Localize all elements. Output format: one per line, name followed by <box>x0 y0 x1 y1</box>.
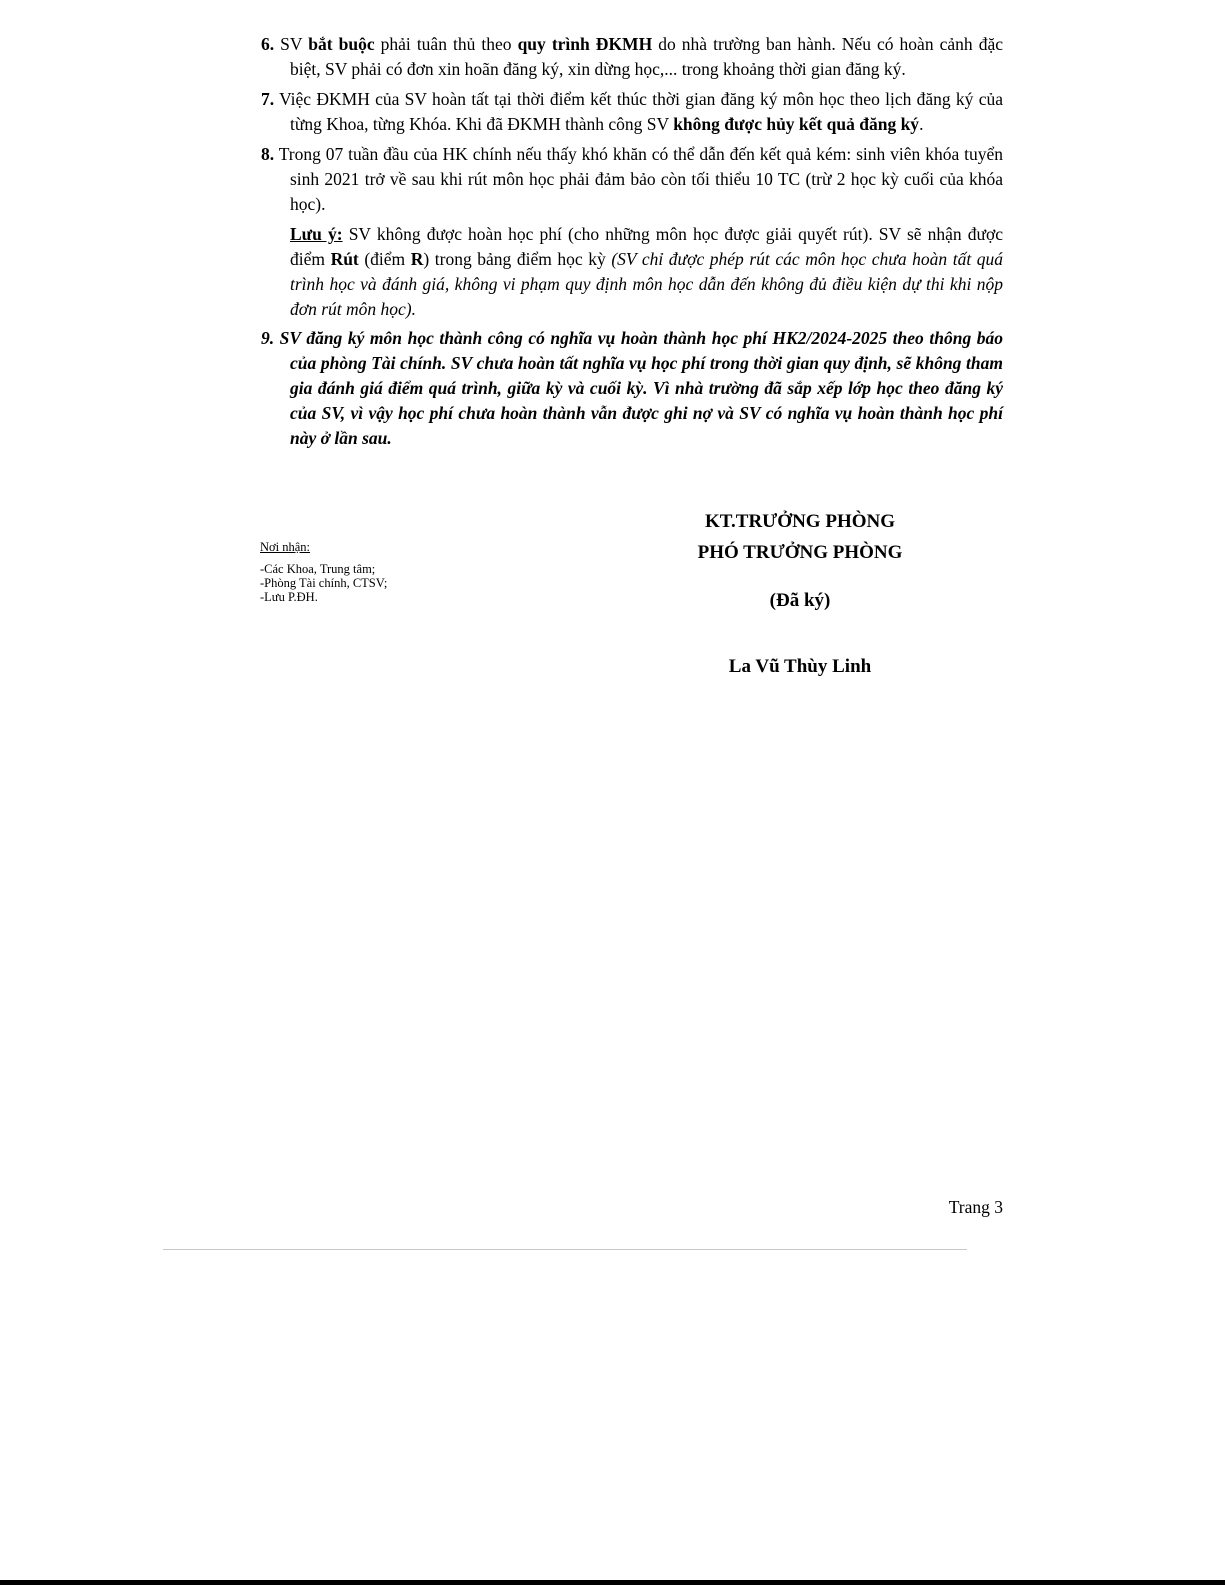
item-text: SV đăng ký môn học thành công có nghĩa vụ hoàn thành học phí HK2/2024-2025 theo thông báo của phòng Tài chính. SV chưa hoàn tất nghĩa vụ học phí trong thời gian quy định, sẽ không tham gia đánh giá điểm quá trình, giữa kỳ và cuối kỳ. Vì nhà trường đã sắp xếp lớp học theo đăng ký của SV, vì vậy học phí chưa hoàn thành vẫn được ghi nợ và SV có nghĩa vụ hoàn thành học phí này ở lần sau. <box>274 328 1003 448</box>
note-label: Lưu ý: <box>290 224 343 244</box>
recipients-block <box>260 540 387 604</box>
recipients-title: Nơi nhận: <box>260 540 311 554</box>
item-bold-text: quy trình ĐKMH <box>517 34 653 54</box>
signature-status: (Đã ký) <box>769 590 831 611</box>
bottom-edge <box>0 1580 1225 1585</box>
page-number: Trang 3 <box>948 1197 1003 1217</box>
recipient-line: -Phòng Tài chính, CTSV; <box>260 576 388 590</box>
item-number: 9. <box>261 328 275 348</box>
item-number: 6. <box>261 34 275 54</box>
recipient-line: -Lưu P.ĐH. <box>260 590 318 604</box>
signature-title: KT.TRƯỞNG PHÒNG <box>705 511 895 532</box>
item-text: do nhà trường ban hành. Nếu có hoàn cảnh đặc biệt, SV phải có đơn xin hoãn đăng ký, xin dừng học,... trong khoảng thời gian đăng ký. <box>290 34 1003 79</box>
list-item-6 <box>261 32 1003 82</box>
item-text: Trong 07 tuần đầu của HK chính nếu thấy khó khăn có thể dẫn đến kết quả kém: sinh viên khóa tuyển sinh 2021 trở về sau khi rút môn học phải đảm bảo còn tối thiểu 10 TC (trừ 2 học kỳ cuối của khóa học). <box>274 144 1003 214</box>
item-text: Việc ĐKMH của SV hoàn tất tại thời điểm kết thúc thời gian đăng ký môn học theo lịch đăng ký của từng Khoa, từng Khóa. Khi đã ĐKMH thành công SV <box>274 89 1003 134</box>
list-item-7 <box>261 87 1003 137</box>
list-item-9 <box>261 326 1003 451</box>
page-divider <box>163 1249 967 1250</box>
note-text: SV không được hoàn học phí (cho những môn học được giải quyết rút). SV sẽ nhận được điểm <box>290 224 1004 269</box>
item-text: phải tuân thủ theo <box>374 34 518 54</box>
note-bold-text: Rút <box>330 249 359 269</box>
recipient-line: -Các Khoa, Trung tâm; <box>260 562 376 576</box>
item-text: . <box>919 114 924 134</box>
item-number: 7. <box>261 89 275 109</box>
item-bold-text: không được hủy kết quả đăng ký <box>673 114 920 134</box>
list-item-8 <box>261 142 1003 217</box>
item-bold-text: bắt buộc <box>308 34 375 54</box>
item-text: SV <box>274 34 309 54</box>
note-text: ) trong bảng điểm học kỳ <box>423 249 612 269</box>
note-text: (điểm <box>358 249 411 269</box>
signer-name: La Vũ Thùy Linh <box>728 656 872 677</box>
note-bold-text: R <box>410 249 424 269</box>
item-number: 8. <box>261 144 275 164</box>
signature-subtitle: PHÓ TRƯỞNG PHÒNG <box>697 542 903 563</box>
note-paragraph <box>290 222 1003 322</box>
note-italic-text: (SV chỉ được phép rút các môn học chưa hoàn tất quá trình học và đánh giá, không vi phạm quy định môn học dẫn đến không đủ điều kiện dự thi khi nộp đơn rút môn học). <box>290 249 1003 319</box>
